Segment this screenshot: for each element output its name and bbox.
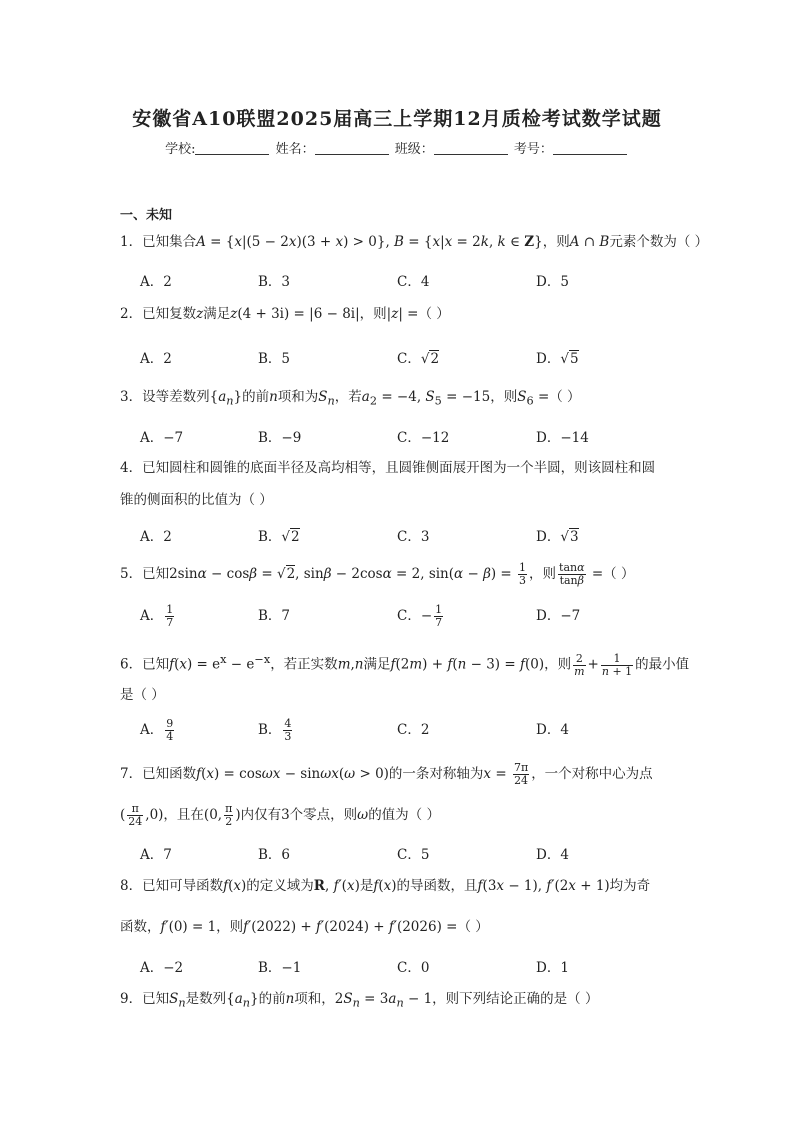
question-3-options — [140, 426, 700, 452]
name-label: 姓名： — [275, 142, 315, 157]
question-5-options — [140, 604, 700, 630]
option-d[interactable]: D．√3 — [536, 529, 579, 545]
question-7-options — [140, 843, 700, 869]
option-a[interactable]: A． $\frac{9}{4}$ — [140, 717, 174, 743]
exam-no-blank[interactable] — [553, 142, 627, 155]
name-blank[interactable] — [315, 142, 389, 155]
option-d[interactable]: D．−14 — [536, 430, 589, 446]
question-7: 7．已知函数f(x) = cosωx − sinωx(ω > 0)的一条对称轴为x = $\frac{7\pi}{24}$ ，一个对称中心为点 — [120, 761, 653, 787]
option-b[interactable]: B．5 — [258, 351, 291, 367]
class-label: 班级： — [394, 142, 434, 157]
question-8: 8．已知可导函数f(x)的定义域为R, f′(x)是f(x)的导函数，且f(3x − 1), f′(2x + 1)均为奇 — [120, 878, 651, 894]
option-a[interactable]: A．7 — [140, 847, 172, 863]
exam-no-label: 考号： — [513, 142, 553, 157]
question-8-options — [140, 956, 700, 982]
question-1: 1．已知集合A = {x|(5 − 2x)(3 + x) > 0}, B = {x|x = 2k, k ∈ Z}，则A ∩ B元素个数为（ ） — [120, 234, 709, 250]
class-blank[interactable] — [434, 142, 508, 155]
question-2: 2．已知复数z满足z(4 + 3i) = |6 − 8i|，则|z| =（ ） — [120, 306, 450, 322]
option-b[interactable]: B．√2 — [258, 529, 300, 545]
option-d[interactable]: D．5 — [536, 274, 569, 290]
option-c[interactable]: C．2 — [397, 722, 430, 738]
option-c[interactable]: C．4 — [397, 274, 430, 290]
question-5: 5．已知2sinα − cosβ = √2, sinβ − 2cosα = 2, sin(α − β) = $\frac{1}{3}$ ，则 $\frac{\tan\alpha}{\tan\beta}$ =（ ） — [120, 561, 635, 587]
question-2-options — [140, 347, 700, 373]
page-title: 安徽省A10联盟2025届高三上学期12月质检考试数学试题 — [132, 108, 662, 130]
option-b[interactable]: B． $\frac{4}{3}$ — [258, 717, 292, 743]
option-b[interactable]: B．6 — [258, 847, 291, 863]
option-d[interactable]: D．4 — [536, 722, 569, 738]
question-6-options — [140, 718, 700, 744]
school-blank[interactable] — [195, 142, 269, 155]
question-7-continued: ( $\frac{\pi}{24}$ ,0)，且在(0, $\frac{\pi}{2}$ )内仅有3个零点，则ω的值为（ ） — [120, 802, 440, 828]
option-a[interactable]: A．2 — [140, 351, 172, 367]
option-c[interactable]: C．5 — [397, 847, 430, 863]
option-c[interactable]: C．− $\frac{1}{7}$ — [397, 603, 443, 629]
question-6-continued: 是（ ） — [120, 687, 165, 703]
option-b[interactable]: B．7 — [258, 608, 291, 624]
option-a[interactable]: A．−2 — [140, 960, 184, 976]
question-3: 3．设等差数列$\{a_n\}$的前n项和为$S_n$，若$a_2 = -4$, $S_5 = -15$，则$S_6$ =（ ） — [120, 389, 581, 408]
option-b[interactable]: B．−9 — [258, 430, 302, 446]
school-label: 学校: — [165, 142, 196, 157]
option-d[interactable]: D．4 — [536, 847, 569, 863]
option-c[interactable]: C．0 — [397, 960, 430, 976]
question-4-options — [140, 525, 700, 551]
option-c[interactable]: C．√2 — [397, 351, 440, 367]
question-6: 6．已知$f(x) = e^x - e^{-x}$，若正实数m,n满足f(2m) + f(n − 3) = f(0)，则 $\frac{2}{m}$ + $\frac{1}{n + 1}$ 的最小值 — [120, 651, 690, 678]
option-a[interactable]: A． $\frac{1}{7}$ — [140, 603, 174, 629]
option-c[interactable]: C．−12 — [397, 430, 450, 446]
option-c[interactable]: C．3 — [397, 529, 430, 545]
option-d[interactable]: D．1 — [536, 960, 569, 976]
option-b[interactable]: B．−1 — [258, 960, 302, 976]
section-heading: 一、未知 — [120, 208, 173, 223]
student-info-row — [0, 138, 794, 157]
question-9: 9．已知$S_n$是数列$\{a_n\}$的前n项和，$2S_n = 3a_n - 1$，则下列结论正确的是（ ） — [120, 991, 599, 1010]
option-d[interactable]: D．−7 — [536, 608, 581, 624]
option-b[interactable]: B．3 — [258, 274, 291, 290]
option-a[interactable]: A．−7 — [140, 430, 184, 446]
option-d[interactable]: D．√5 — [536, 351, 579, 367]
question-1-options — [140, 270, 700, 296]
option-a[interactable]: A．2 — [140, 529, 172, 545]
question-8-continued: 函数，f′(0) = 1，则f′(2022) + f′(2024) + f′(2026) =（ ） — [120, 919, 489, 935]
option-a[interactable]: A．2 — [140, 274, 172, 290]
question-4: 4．已知圆柱和圆锥的底面半径及高均相等，且圆锥侧面展开图为一个半圆，则该圆柱和圆锥的侧面积的比值为（ ） — [120, 460, 656, 508]
